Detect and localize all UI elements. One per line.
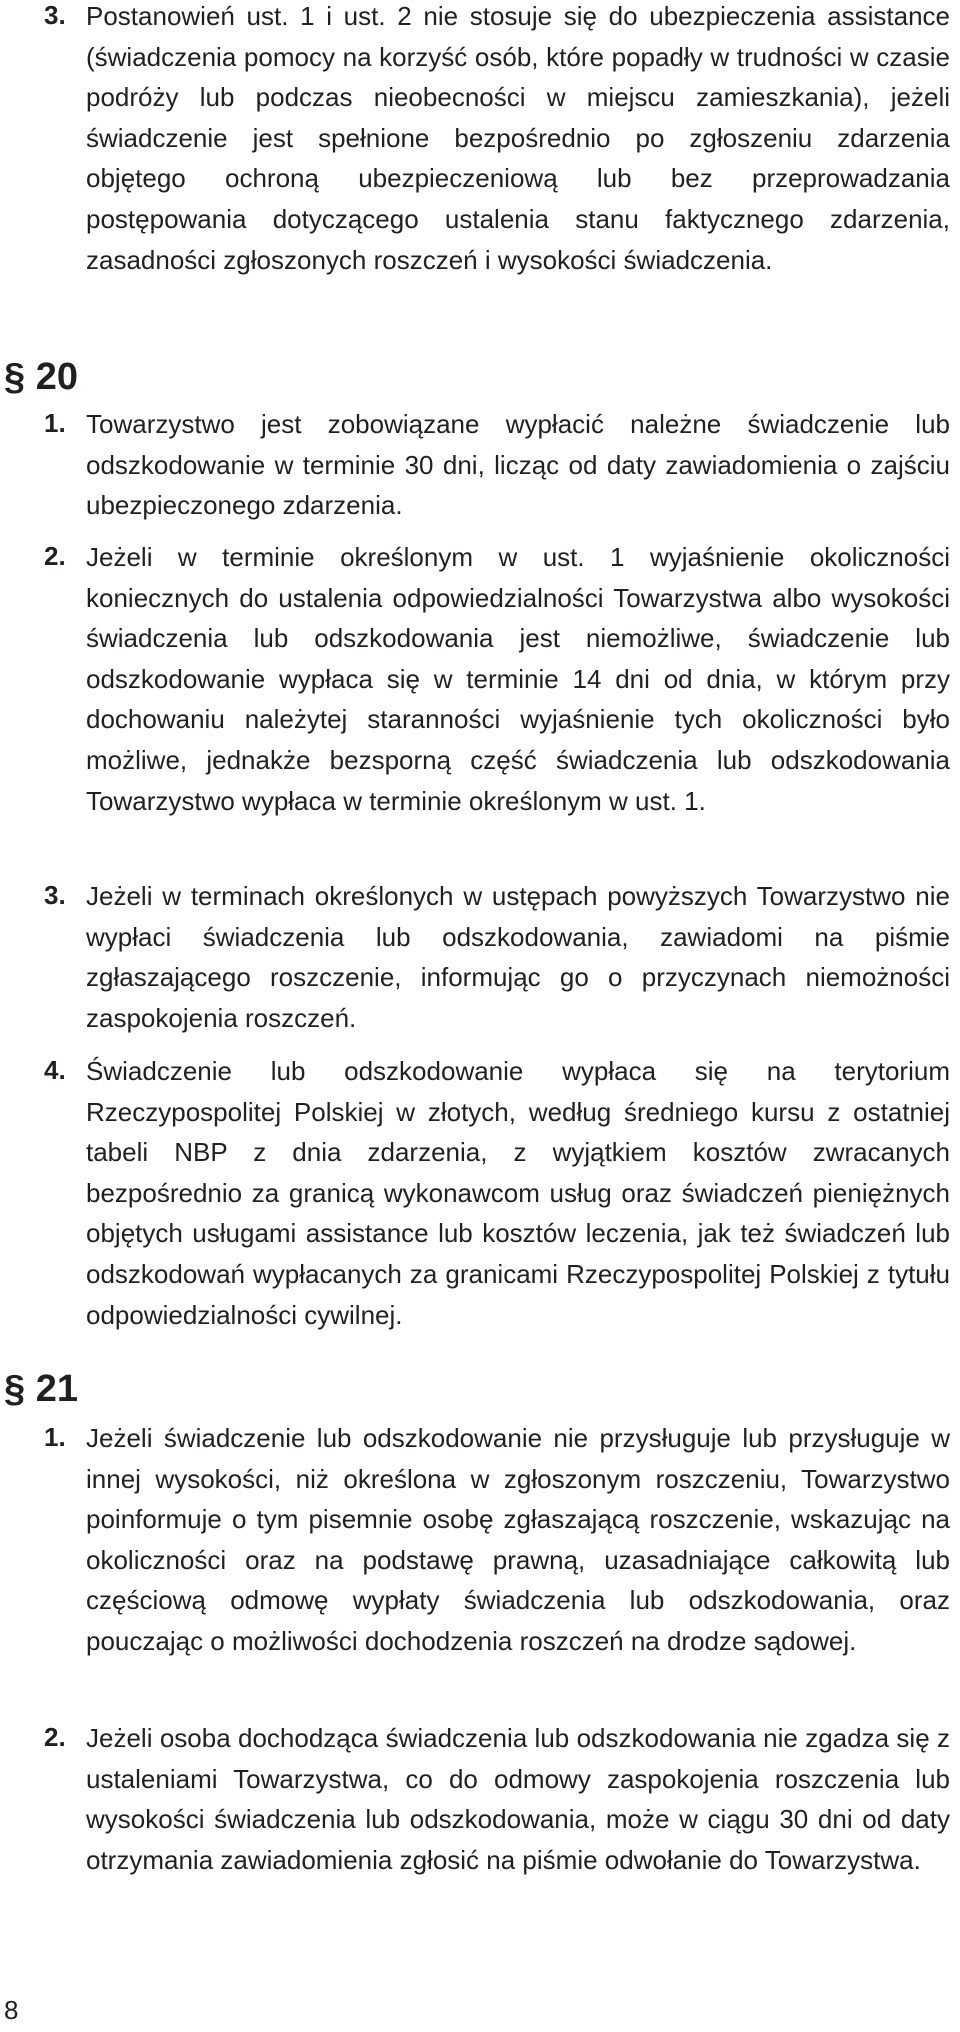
paragraph-item-20-2	[44, 537, 950, 821]
page-number: 8	[4, 1995, 19, 2025]
item-number: 1.	[44, 408, 66, 438]
paragraph-item-19-3	[44, 0, 950, 280]
item-text: Jeżeli osoba dochodząca świadczenia lub odszkodowania nie zgadza się z ustaleniami Towarzystwa, co do odmowy zaspokojenia roszczenia lub wysokości świadczenia lub odszkodowania, może w ciągu 30 dni od daty otrzymania zawiadomienia zgłosić na piśmie odwołanie do Towarzystwa.	[86, 1723, 950, 1875]
paragraph-item-20-4	[44, 1051, 950, 1335]
section-heading-21: § 21	[4, 1368, 78, 1410]
item-text: Świadczenie lub odszkodowanie wypłaca się na terytorium Rzeczypospolitej Polskiej w złotych, według średniego kursu z ostatniej tabeli NBP z dnia zdarzenia, z wyjątkiem kosztów zwracanych bezpośrednio za granicą wykonawcom usług oraz świadczeń pieniężnych objętych usługami assistance lub kosztów leczenia, jak też świadczeń lub odszkodowań wypłacanych za granicami Rzeczypospolitej Polskiej z tytułu odpowiedzialności cywilnej.	[86, 1056, 950, 1330]
paragraph-item-21-1	[44, 1418, 950, 1662]
item-number: 3.	[44, 0, 66, 30]
paragraph-item-20-1	[44, 404, 950, 526]
item-text: Jeżeli w terminach określonych w ustępach powyższych Towarzystwo nie wypłaci świadczenia lub odszkodowania, zawiadomi na piśmie zgłaszającego roszczenie, informując go o przyczynach niemożności zaspokojenia roszczeń.	[86, 881, 950, 1033]
paragraph-item-20-3	[44, 876, 950, 1038]
item-number: 1.	[44, 1422, 66, 1452]
item-text: Jeżeli w terminie określonym w ust. 1 wyjaśnienie okoliczności koniecznych do ustalenia odpowiedzialności Towarzystwa albo wysokości świadczenia lub odszkodowania jest niemożliwe, świadczenie lub odszkodowanie wypłaca się w terminie 14 dni od dnia, w którym przy dochowaniu należytej staranności wyjaśnienie tych okoliczności było możliwe, jednakże bezsporną część świadczenia lub odszkodowania Towarzystwo wypłaca w terminie określonym w ust. 1.	[86, 542, 950, 816]
item-text: Postanowień ust. 1 i ust. 2 nie stosuje się do ubezpieczenia assistance (świadczenia pomocy na korzyść osób, które popadły w trudności w czasie podróży lub podczas nieobecności w miejscu zamieszkania), jeżeli świadczenie jest spełnione bezpośrednio po zgłoszeniu zdarzenia objętego ochroną ubezpieczeniową lub bez przeprowadzania postępowania dotyczącego ustalenia stanu faktycznego zdarzenia, zasadności zgłoszonych roszczeń i wysokości świadczenia.	[86, 1, 950, 275]
item-number: 2.	[44, 541, 66, 571]
item-number: 3.	[44, 880, 66, 910]
item-text: Towarzystwo jest zobowiązane wypłacić należne świadczenie lub odszkodowanie w terminie 30 dni, licząc od daty zawiadomienia o zajściu ubezpieczonego zdarzenia.	[86, 409, 950, 521]
item-number: 2.	[44, 1722, 66, 1752]
item-number: 4.	[44, 1055, 66, 1085]
item-text: Jeżeli świadczenie lub odszkodowanie nie przysługuje lub przysługuje w innej wysokości, niż określona w zgłoszonym roszczeniu, Towarzystwo poinformuje o tym pisemnie osobę zgłaszającą roszczenie, wskazując na okoliczności oraz na podstawę prawną, uzasadniające całkowitą lub częściową odmowę wypłaty świadczenia lub odszkodowania, oraz pouczając o możliwości dochodzenia roszczeń na drodze sądowej.	[86, 1423, 950, 1656]
section-heading-20: § 20	[4, 356, 78, 398]
paragraph-item-21-2	[44, 1718, 950, 1880]
